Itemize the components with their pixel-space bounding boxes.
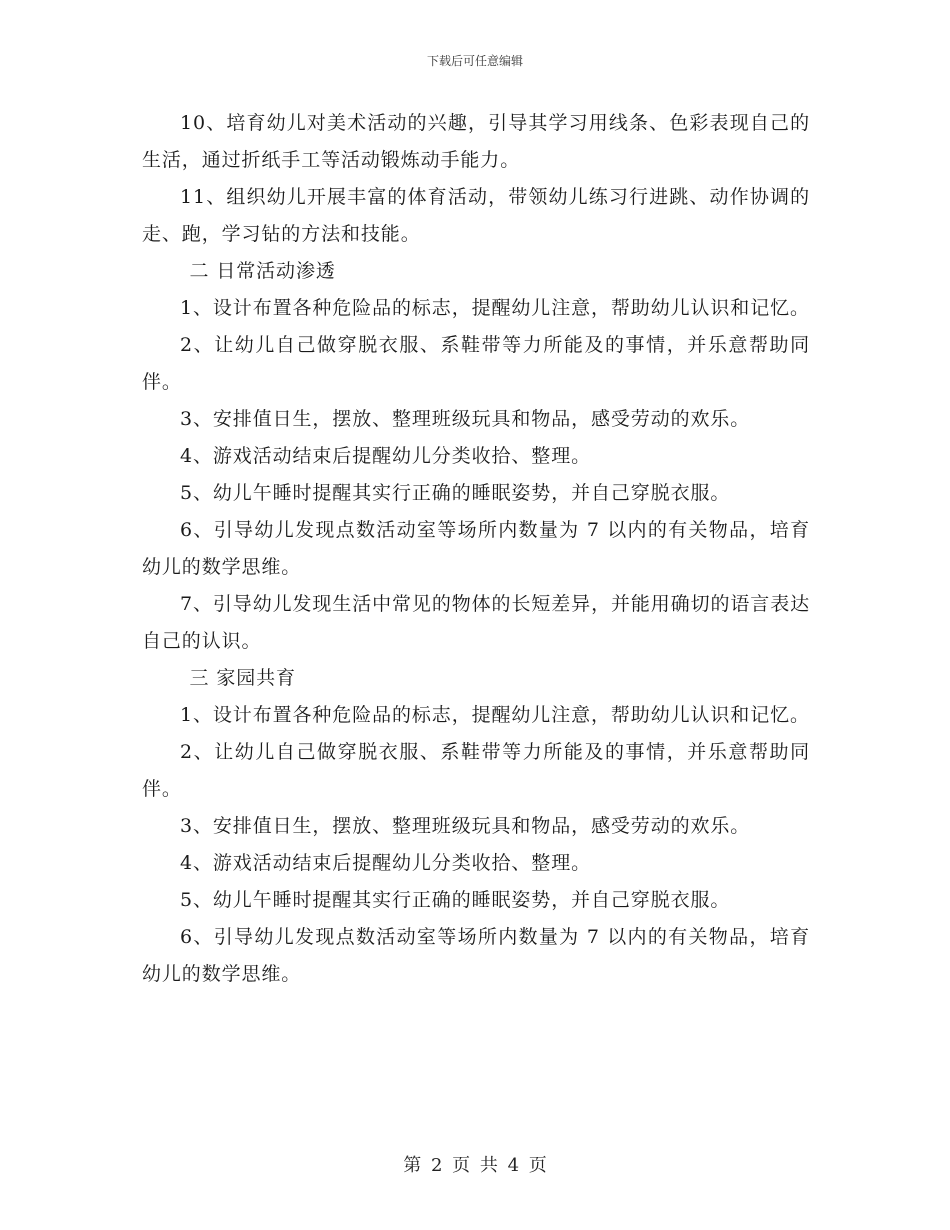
- paragraph-tidy-up: 4、游戏活动结束后提醒幼儿分类收拾、整理。: [180, 445, 591, 467]
- section-heading-home-school: 三 家园共育: [189, 667, 296, 689]
- paragraph-danger-signs: 1、设计布置各种危险品的标志，提醒幼儿注意，帮助幼儿认识和记忆。: [180, 297, 810, 319]
- paragraph-sports-activities: 11、组织幼儿开展丰富的体育活动，带领幼儿练习行进跳、动作协调的走、跑，学习钻的方法和技能。: [142, 186, 810, 245]
- section-heading-daily-activities: 二 日常活动渗透: [189, 260, 336, 282]
- paragraph-art-interest: 10、培育幼儿对美术活动的兴趣，引导其学习用线条、色彩表现自己的生活，通过折纸手工等活动锻炼动手能力。: [142, 112, 810, 171]
- paragraph-nap-posture: 5、幼儿午睡时提醒其实行正确的睡眠姿势，并自己穿脱衣服。: [180, 482, 731, 504]
- paragraph-counting: 6、引导幼儿发现点数活动室等场所内数量为 7 以内的有关物品，培育幼儿的数学思维。: [142, 519, 810, 578]
- paragraph-self-dressing-2: 2、让幼儿自己做穿脱衣服、系鞋带等力所能及的事情，并乐意帮助同伴。: [142, 741, 810, 800]
- paragraph-tidy-up-2: 4、游戏活动结束后提醒幼儿分类收拾、整理。: [180, 852, 591, 874]
- page-header-note: 下载后可任意编辑: [426, 54, 523, 68]
- document-body: [142, 105, 810, 993]
- paragraph-counting-2: 6、引导幼儿发现点数活动室等场所内数量为 7 以内的有关物品，培育幼儿的数学思维。: [142, 926, 810, 985]
- paragraph-length-comparison: 7、引导幼儿发现生活中常见的物体的长短差异，并能用确切的语言表达自己的认识。: [142, 593, 810, 652]
- paragraph-nap-posture-2: 5、幼儿午睡时提醒其实行正确的睡眠姿势，并自己穿脱衣服。: [180, 889, 731, 911]
- paragraph-danger-signs-2: 1、设计布置各种危险品的标志，提醒幼儿注意，帮助幼儿认识和记忆。: [180, 704, 810, 726]
- paragraph-self-dressing: 2、让幼儿自己做穿脱衣服、系鞋带等力所能及的事情，并乐意帮助同伴。: [142, 334, 810, 393]
- paragraph-duty-students-2: 3、安排值日生，摆放、整理班级玩具和物品，感受劳动的欢乐。: [180, 815, 751, 837]
- paragraph-duty-students: 3、安排值日生，摆放、整理班级玩具和物品，感受劳动的欢乐。: [180, 408, 751, 430]
- page-number: 第 2 页 共 4 页: [403, 1155, 547, 1176]
